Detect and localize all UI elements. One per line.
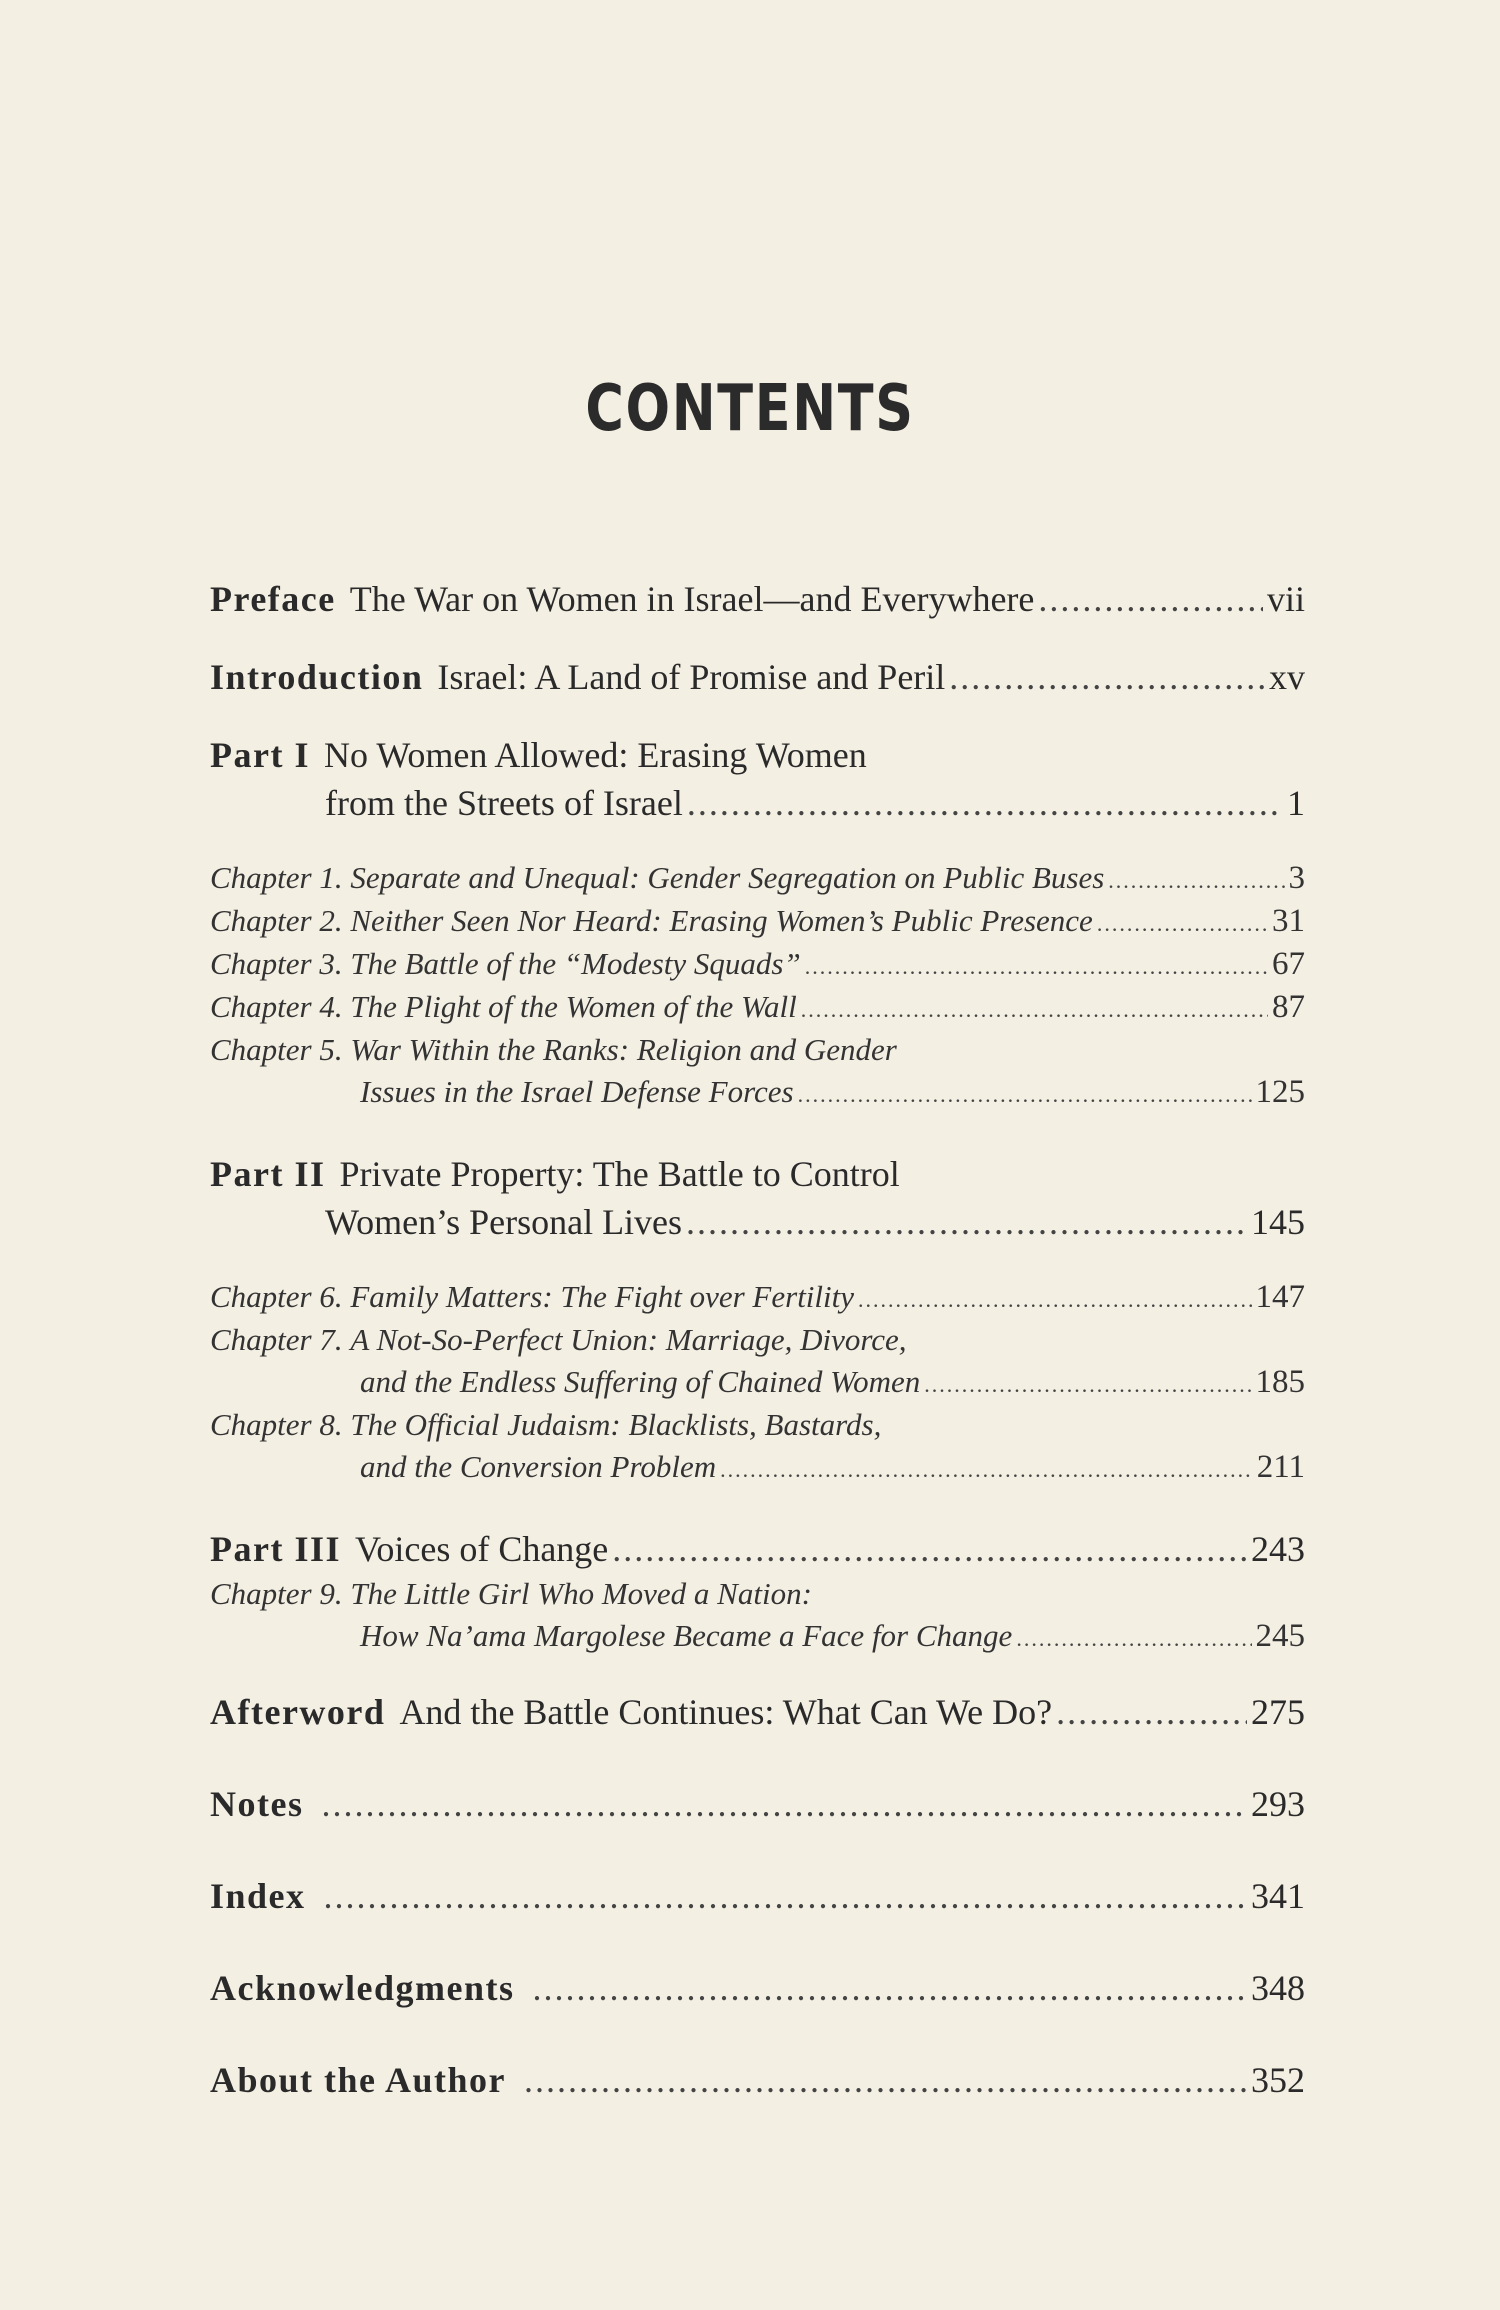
entry-title-continued: Women’s Personal Lives: [325, 1202, 683, 1242]
page-title: CONTENTS: [585, 372, 915, 446]
page-number: 31: [1272, 903, 1305, 939]
toc-entry-index[interactable]: [210, 1875, 1305, 1917]
page-number: 145: [1251, 1202, 1305, 1242]
toc-entry-part-1[interactable]: [210, 734, 1305, 824]
entry-title: Separate and Unequal: Gender Segregation on Public Buses: [350, 860, 1105, 895]
chapter-label: Chapter 1.: [210, 860, 343, 895]
toc-entry-chapter-7[interactable]: [210, 1322, 1305, 1401]
entry-label: Introduction: [210, 657, 424, 697]
dot-leader: [949, 656, 1265, 698]
toc-entry-chapter-1[interactable]: [210, 860, 1305, 897]
entry-label: Index: [210, 1876, 306, 1916]
entry-label: Part I: [210, 735, 310, 775]
chapter-label: Chapter 7.: [210, 1322, 343, 1357]
page-number: 147: [1255, 1279, 1305, 1315]
page-number: 185: [1255, 1364, 1305, 1400]
dot-leader: [720, 1457, 1253, 1483]
entry-label: Notes: [210, 1784, 304, 1824]
entry-title: Voices of Change: [355, 1529, 609, 1569]
toc-entry-notes[interactable]: [210, 1783, 1305, 1825]
entry-title: Private Property: The Battle to Control: [339, 1154, 900, 1194]
toc-entry-chapter-3[interactable]: [210, 946, 1305, 983]
dot-leader: [324, 1875, 1247, 1917]
toc-entry-acknowledgments[interactable]: [210, 1967, 1305, 2009]
dot-leader: [1038, 578, 1263, 620]
entry-title: The War on Women in Israel—and Everywhere: [349, 579, 1035, 619]
chapter-label: Chapter 6.: [210, 1279, 343, 1314]
toc-entry-chapter-4[interactable]: [210, 989, 1305, 1026]
toc-entry-part-3[interactable]: [210, 1528, 1305, 1570]
page-number: 243: [1251, 1529, 1305, 1569]
page-number: 3: [1288, 860, 1305, 896]
dot-leader: [924, 1372, 1251, 1398]
entry-label: Part II: [210, 1154, 326, 1194]
toc-entry-about-the-author[interactable]: [210, 2059, 1305, 2101]
dot-leader: [1056, 1691, 1247, 1733]
chapter-label: Chapter 9.: [210, 1576, 343, 1611]
toc-entry-chapter-9[interactable]: [210, 1576, 1305, 1655]
dot-leader: [1108, 868, 1284, 894]
toc-entry-chapter-2[interactable]: [210, 903, 1305, 940]
entry-title: The Battle of the “Modesty Squads”: [350, 946, 801, 981]
page-number: 245: [1255, 1618, 1305, 1654]
page-number: 1: [1287, 783, 1305, 823]
dot-leader: [798, 1082, 1252, 1108]
dot-leader: [1016, 1626, 1251, 1652]
page-number: 275: [1251, 1692, 1305, 1732]
entry-label: Preface: [210, 579, 336, 619]
toc-entry-chapter-5[interactable]: [210, 1032, 1305, 1111]
toc-entry-introduction[interactable]: [210, 656, 1305, 698]
dot-leader: [801, 997, 1268, 1023]
entry-title: No Women Allowed: Erasing Women: [323, 735, 867, 775]
page-number: 67: [1272, 946, 1305, 982]
dot-leader: [1097, 911, 1268, 937]
entry-label: Afterword: [210, 1692, 386, 1732]
page-number: 352: [1251, 2060, 1305, 2100]
dot-leader: [805, 954, 1268, 980]
toc-entry-chapter-6[interactable]: [210, 1279, 1305, 1316]
entry-title: Israel: A Land of Promise and Peril: [437, 657, 946, 697]
dot-leader: [533, 1967, 1247, 2009]
entry-title-continued: Issues in the Israel Defense Forces: [360, 1074, 794, 1109]
entry-title-continued: How Na’ama Margolese Became a Face for Change: [360, 1618, 1013, 1653]
entry-title-continued: and the Conversion Problem: [360, 1449, 717, 1484]
dot-leader: [321, 1783, 1247, 1825]
page-number: xv: [1269, 657, 1305, 697]
chapter-label: Chapter 5.: [210, 1032, 343, 1067]
entry-title: A Not-So-Perfect Union: Marriage, Divorce,: [350, 1322, 907, 1357]
page-number: vii: [1266, 579, 1305, 619]
chapter-label: Chapter 2.: [210, 903, 343, 938]
dot-leader: [686, 1201, 1247, 1243]
entry-title: And the Battle Continues: What Can We Do?: [399, 1692, 1053, 1732]
dot-leader: [612, 1528, 1247, 1570]
entry-label: Part III: [210, 1529, 341, 1569]
entry-title-continued: and the Endless Suffering of Chained Women: [360, 1364, 921, 1399]
entry-title: Family Matters: The Fight over Fertility: [350, 1279, 855, 1314]
dot-leader: [858, 1287, 1251, 1313]
page-number: 211: [1256, 1449, 1305, 1485]
toc-entry-part-2[interactable]: [210, 1153, 1305, 1243]
entry-title: The Plight of the Women of the Wall: [350, 989, 797, 1024]
page-number: 293: [1251, 1784, 1305, 1824]
table-of-contents: [210, 578, 1305, 2101]
toc-entry-chapter-8[interactable]: [210, 1407, 1305, 1486]
dot-leader: [687, 782, 1283, 824]
chapter-label: Chapter 8.: [210, 1407, 343, 1442]
entry-title: War Within the Ranks: Religion and Gender: [350, 1032, 897, 1067]
entry-label: About the Author: [210, 2060, 507, 2100]
page-number: 341: [1251, 1876, 1305, 1916]
chapter-label: Chapter 3.: [210, 946, 343, 981]
page-number: 348: [1251, 1968, 1305, 2008]
entry-title: The Little Girl Who Moved a Nation:: [350, 1576, 812, 1611]
toc-entry-afterword[interactable]: [210, 1691, 1305, 1733]
toc-entry-preface[interactable]: [210, 578, 1305, 620]
page-number: 125: [1255, 1074, 1305, 1110]
entry-title: Neither Seen Nor Heard: Erasing Women’s Public Presence: [350, 903, 1093, 938]
entry-title-continued: from the Streets of Israel: [325, 783, 683, 823]
page-number: 87: [1272, 989, 1305, 1025]
chapter-label: Chapter 4.: [210, 989, 343, 1024]
entry-label: Acknowledgments: [210, 1968, 515, 2008]
entry-title: The Official Judaism: Blacklists, Bastards,: [350, 1407, 882, 1442]
dot-leader: [524, 2059, 1247, 2101]
